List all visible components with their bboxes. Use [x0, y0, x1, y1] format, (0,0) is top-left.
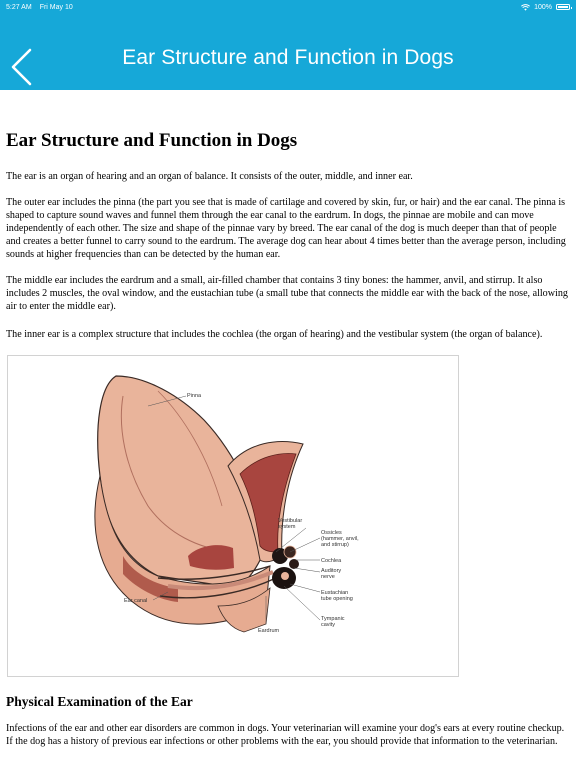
label-ossicles-3: and stirrup) [321, 542, 349, 548]
label-auditory-2: nerve [321, 574, 335, 580]
battery-percent: 100% [534, 3, 552, 11]
label-ear-canal: Ear canal [124, 598, 148, 604]
label-tympanic-2: cavity [321, 622, 336, 628]
label-ossicles: Ossicles [321, 530, 342, 536]
back-button[interactable] [8, 48, 36, 86]
paragraph-intro: The ear is an organ of hearing and an organ of balance. It consists of the outer, middle, and inner ear. [6, 171, 413, 182]
nav-bar [0, 14, 576, 90]
label-eardrum: Eardrum [258, 628, 280, 634]
label-vestibular: Vestibular [278, 518, 303, 524]
paragraph-outer-ear: The outer ear includes the pinna (the part you see that is made of cartilage and covered by skin, fur, or hair) and the ear canal. The pinna is shaped to capture sound waves and funnel them through the ear canal to the eardrum. In dogs, the pinnae are mobile and can move independently of each other. The size and shape of the pinnae vary by breed. The ear canal of the dog is much deeper than that of people and creates a better funnel to carry sound to the eardrum. The average dog can hear about 4 times better than the average person, including sounds at higher frequencies than can be detected by the human ear. [6, 197, 566, 260]
status-time: 5:27 AM [6, 3, 32, 11]
label-eustachian: Eustachian [321, 590, 349, 596]
section-title-physical-exam: Physical Examination of the Ear [6, 694, 193, 709]
status-bar [0, 0, 576, 14]
label-ossicles-2: (hammer, anvil, [321, 536, 359, 542]
paragraph-inner-ear: The inner ear is a complex structure that includes the cochlea (the organ of hearing) and the vestibular system (the organ of balance). [6, 329, 543, 340]
label-eustachian-2: tube opening [321, 596, 353, 602]
label-auditory: Auditory [321, 568, 342, 574]
paragraph-middle-ear: The middle ear includes the eardrum and a small, air-filled chamber that contains 3 tiny bones: the hammer, anvil, and stirrup. It also includes 2 muscles, the oval window, and the eustachian tube (a small tube that connects the middle ear with the back of the nose, allowing air to enter the middle ear). [6, 275, 568, 312]
battery-icon [556, 4, 570, 10]
label-pinna: Pinna [187, 393, 202, 399]
ear-diagram-figure [7, 355, 459, 677]
status-date: Fri May 10 [39, 3, 73, 11]
wifi-icon [521, 4, 530, 11]
chevron-left-icon [13, 50, 30, 84]
paragraph-physical-exam: Infections of the ear and other ear disorders are common in dogs. Your veterinarian will examine your dog's ears at every routine checkup. If the dog has a history of previous ear infections or other problems with the ear, you should provide that information to the veterinarian. [6, 723, 565, 747]
nav-title: Ear Structure and Function in Dogs [122, 46, 454, 69]
label-cochlea: Cochlea [321, 558, 342, 564]
dog-ear-diagram [8, 356, 458, 676]
label-vestibular-2: system [278, 524, 296, 530]
page-title: Ear Structure and Function in Dogs [6, 130, 298, 151]
label-tympanic: Tympanic [321, 616, 345, 622]
